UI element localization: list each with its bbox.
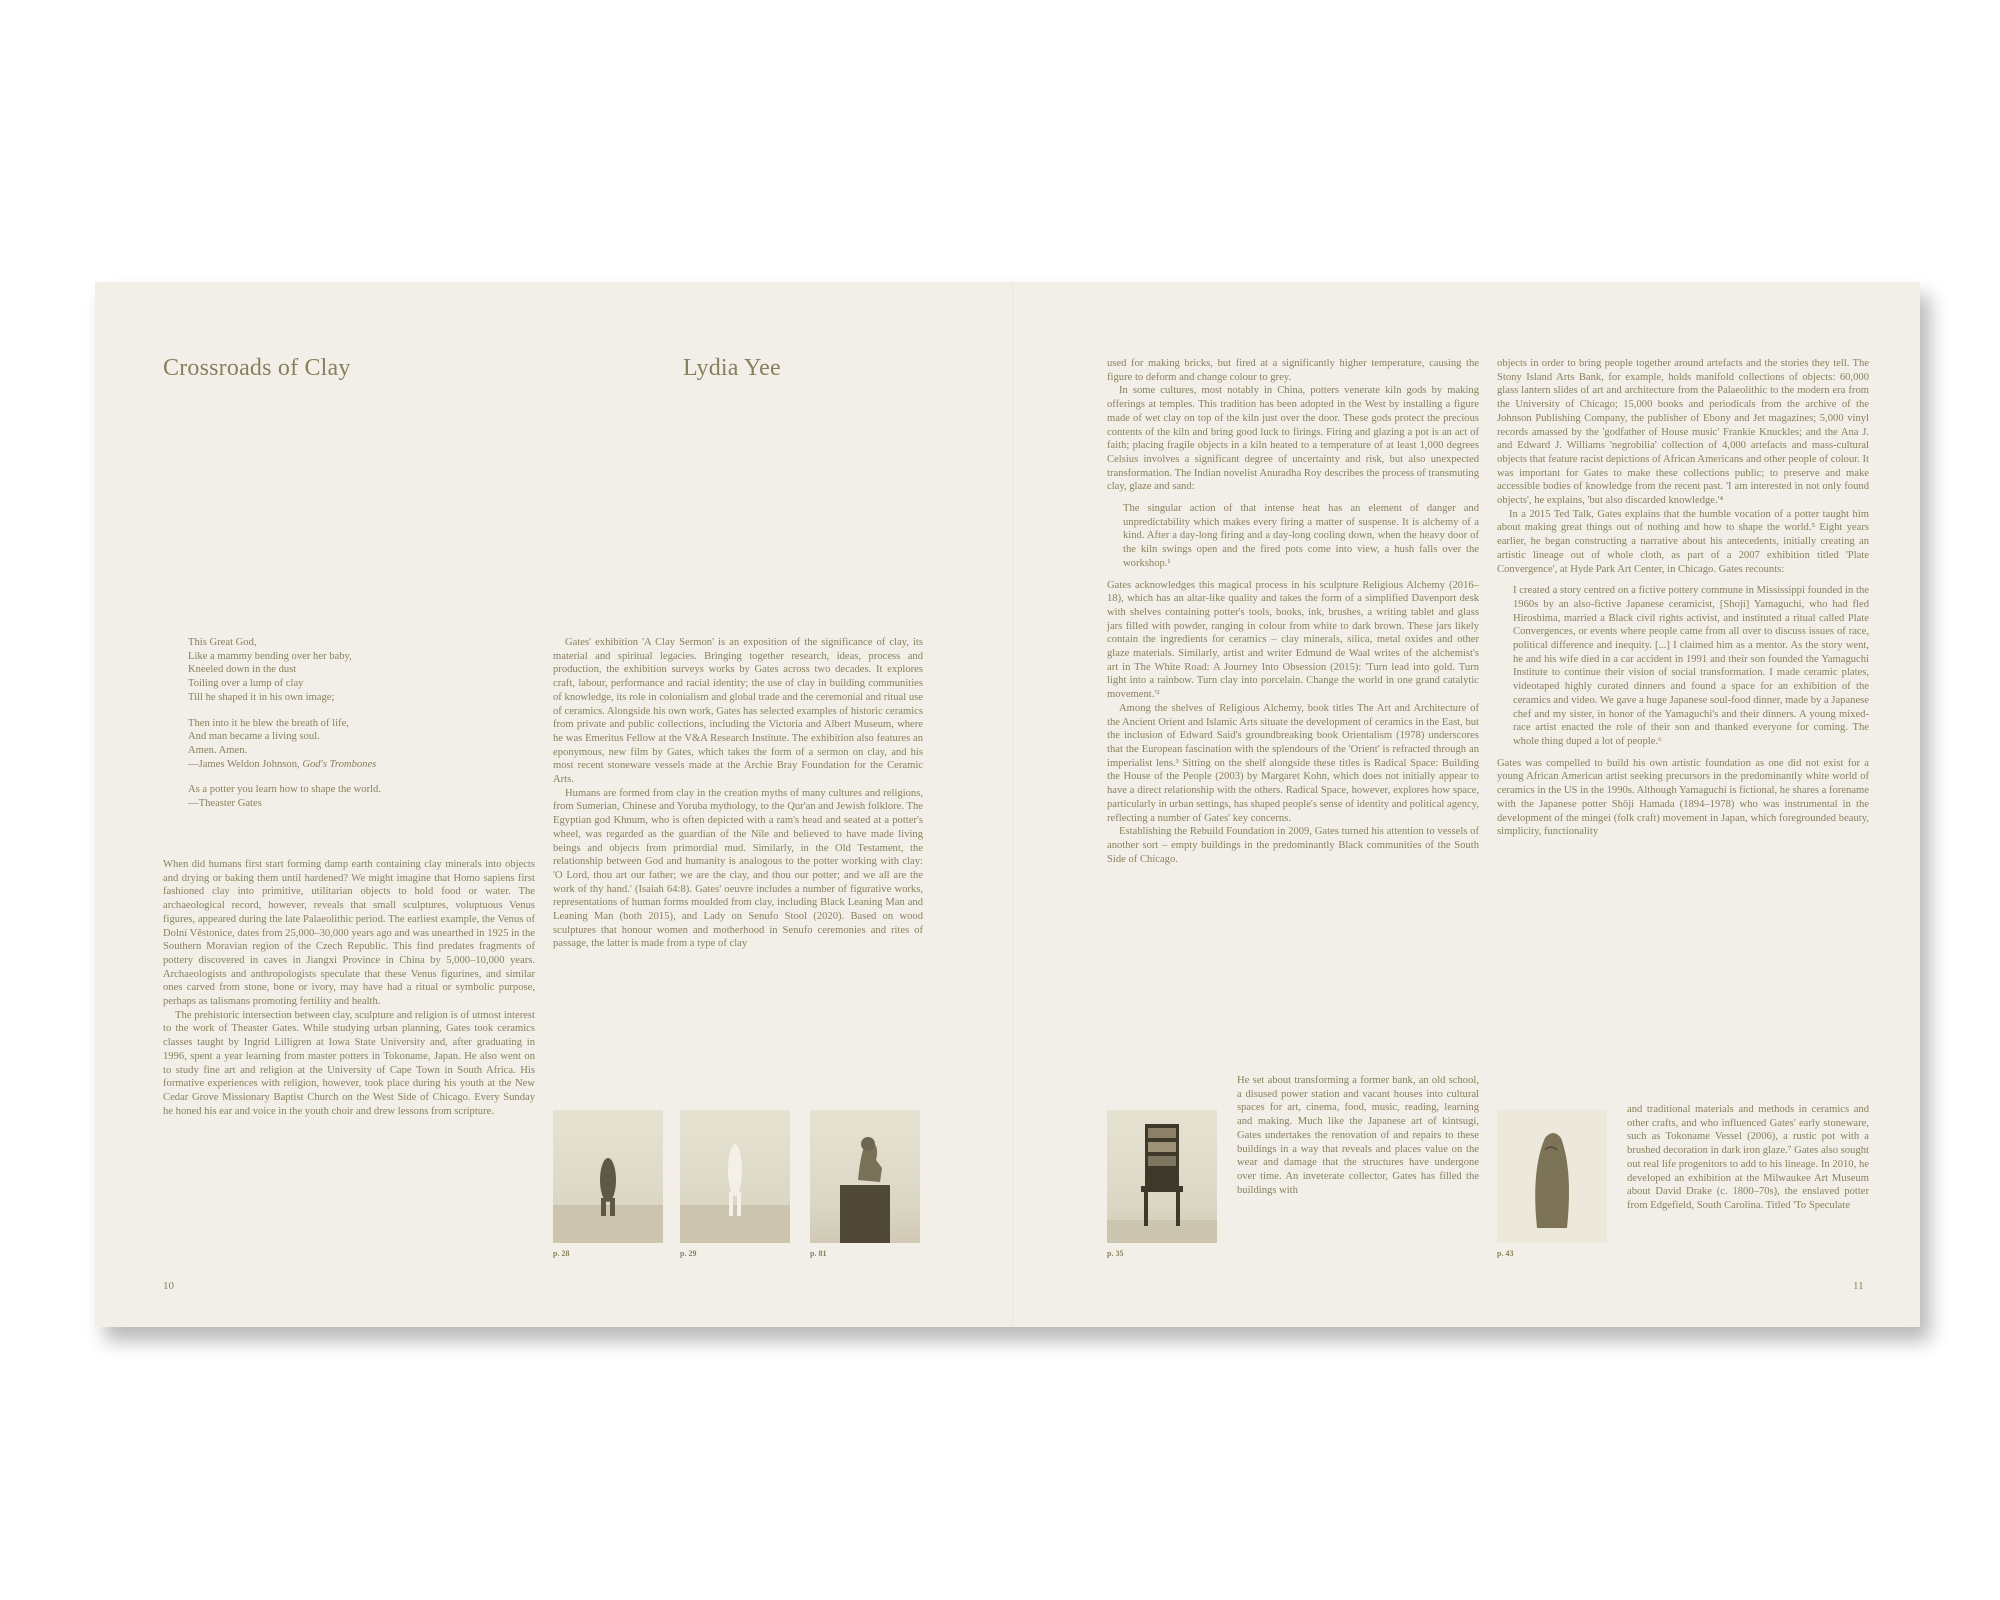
epigraph-source-author: —James Weldon Johnson, (188, 758, 303, 770)
paragraph: Humans are formed from clay in the creation myths of many cultures and religions, from Sumerian, Chinese and Yoruba mythology, to the Qur'an and Jewish folklore. The Egyptian god Khnum, who is often depicted with a ram's head and seated at a potter's wheel, was regarded as the guardian of the Nile and believed to have made living beings and objects from primordial mud. Similarly, in the Old Testament, the relationship between God and humanity is analogous to the potter working with clay: 'O Lord, thou art our father; we are the clay, and thou our potter; and we all are the work of thy hand.' (Isaiah 64:8). Gates' oeuvre includes a number of figurative works, representations of human forms moulded from clay, including Black Leaning Man and Leaning Man (both 2015), and Lady on Senufo Stool (2020). Based on wood sculptures that honour women and motherhood in Senufo ceremonies and rites of passage, the latter is made from a type of clay (553, 787, 923, 950)
essay-author: Lydia Yee (683, 355, 781, 381)
figure-caption: p. 43 (1497, 1249, 1514, 1258)
block-quote: The singular action of that intense heat has an element of danger and unpredictability which makes every firing a matter of suspense. It is alchemy of a kind. After a day-long firing and a day-long cooling down, when the heavy door of the kiln swings open and the fired pots come into view, a hush falls over the workshop.¹ (1123, 503, 1479, 569)
figure-photo-leaning-man (680, 1110, 790, 1243)
paragraph: Establishing the Rebuild Foundation in 2009, Gates turned his attention to vessels of another sort – empty buildings in the predominantly Black communities of the South Side of Chicago. (1107, 826, 1479, 865)
column-4-wrap (1627, 1103, 1869, 1213)
essay-title: Crossroads of Clay (163, 355, 351, 381)
paragraph: When did humans first start forming damp earth containing clay minerals into objects and drying or baking them until hardened? We might imagine that Homo sapiens first fashioned clay into primitive, utilitarian objects to hold food or water. The archaeological record, however, reveals that small sculptures, voluptuous Venus figures, appeared during the late Palaeolithic period. The earliest example, the Venus of Dolní Věstonice, dates from 25,000–30,000 years ago and was unearthed in 1925 in the Southern Moravian region of the Czech Republic. This find predates fragments of pottery discovered in caves in Jiangxi Province in China by 5,000–10,000 years. Archaeologists and anthropologists speculate that these Venus figurines, and similar ones carved from stone, bone or ivory, may have had a ritual or symbolic purpose, perhaps as talismans promoting fertility and health. (163, 859, 535, 1008)
column-2 (553, 636, 923, 951)
figure-caption: p. 81 (810, 1249, 827, 1258)
paragraph: Gates' exhibition 'A Clay Sermon' is an exposition of the significance of clay, its material and spiritual legacies. Bringing together research, ideas, process and production, the exhibition surveys works by Gates across two decades. It explores craft, labour, performance and racial identity; the use of clay in building communities of knowledge, its role in colonialism and global trade and the ceremonial and ritual use of ceramics. Alongside his own work, Gates has selected examples of historic ceramics from private and public collections, including the Victoria and Albert Museum, where he was Emeritus Fellow at the V&A Research Institute. The exhibition also features an eponymous, new film by Gates, which takes the form of a sermon on clay, and his most recent stoneware vessels made at the Archie Bray Foundation for the Ceramic Arts. (553, 637, 923, 786)
figure-photo-black-leaning-man (553, 1110, 663, 1243)
paragraph: In a 2015 Ted Talk, Gates explains that the humble vocation of a potter taught him about making great things out of nothing and how to shape the world.⁵ Eight years earlier, he began constructing a narrative about his antecedents, initially creating an artistic lineage out of whole cloth, as part of a 2007 exhibition titled 'Plate Convergence', at Hyde Park Art Center, in Chicago. Gates recounts: (1497, 508, 1869, 575)
paragraph: Gates acknowledges this magical process in his sculpture Religious Alchemy (2016–18), which has an altar-like quality and takes the form of a simplified Davenport desk with shelves containing potter's tools, books, ink, brushes, a writing tablet and glass jars filled with powder, ranging in colour from white to dark brown. These jars likely contain the ingredients for ceramics – clay minerals, silica, metal oxides and other glaze materials. Similarly, artist and writer Edmund de Waal writes of the alchemist's art in The White Road: A Journey Into Obsession (2015): 'Turn lead into gold. Turn light into a rainbow. Turn clay into porcelain. Change the world in one grand catalytic movement.'² (1107, 579, 1479, 701)
figure-sculpture-icon (810, 1110, 920, 1243)
block-quote: I created a story centred on a fictive pottery commune in Mississippi founded in the 1960s by an also-fictive Japanese ceramicist, [Shoji] Yamaguchi, who had fled Hiroshima, married a Black civil rights activist, and instituted a ritual called Plate Convergences, or events where people came from all over to discuss issues of race, political difference and inequity. [...] I claimed him as a mentor. As the story went, he and his wife died in a car accident in 1991 and their son founded the Yamaguchi Institute to continue their vision of social transformation. I made ceramic plates, videotaped highly curated dinners and found a space for an exhibition of the ceramics and video. We gave a huge Japanese soul-food dinner, made by a Japanese chef and my sister, in honor of the Yamaguchi's and their dinners. A young mixed-race artist enacted the role of their son and thanked everyone for coming. The whole thing duped a lot of people.⁶ (1513, 585, 1869, 747)
epigraph-line: Amen. Amen. (188, 744, 248, 756)
paragraph: The prehistoric intersection between clay, sculpture and religion is of utmost interest to the work of Theaster Gates. While studying urban planning, Gates took ceramics classes taught by Ingrid Lilligren at Iowa State University and, after graduating in 1996, spent a year learning from master potters in Tokoname, Japan. He also went on to study fine art and religion at the University of Cape Town in South Africa. His formative experiences with religion, however, took place during his youth at the New Cedar Grove Missionary Baptist Church on the West Side of Chicago. Every Sunday he honed his ear and voice in the youth choir and drew lessons from scripture. (163, 1009, 535, 1117)
paragraph: used for making bricks, but fired at a significantly higher temperature, causing the figure to deform and change colour to grey. (1107, 358, 1479, 383)
vessel-icon (1497, 1110, 1607, 1243)
epigraph-source-2: —Theaster Gates (188, 798, 262, 810)
epigraph-line: Toiling over a lump of clay (188, 678, 304, 690)
epigraph-line: Then into it he blew the breath of life, (188, 717, 349, 729)
epigraph-stanza-2 (188, 717, 528, 772)
epigraph-line: Kneeled down in the dust (188, 664, 297, 676)
epigraph-line: This Great God, (188, 637, 257, 648)
column-3 (1107, 357, 1479, 866)
figure-caption: p. 28 (553, 1249, 570, 1258)
figure-photo-religious-alchemy (1107, 1110, 1217, 1243)
column-1 (163, 858, 535, 1118)
book-gutter (1012, 282, 1014, 1327)
column-3-wrap (1237, 1074, 1479, 1197)
figure-sculpture-icon (680, 1110, 790, 1243)
epigraph-source-1 (188, 758, 528, 772)
figure-photo-tokoname-vessel (1497, 1110, 1607, 1243)
epigraph-line: As a potter you learn how to shape the world. (188, 784, 381, 796)
paragraph: and traditional materials and methods in ceramics and other crafts, and who influenced Gates' early stoneware, such as Tokoname Vessel (2006), a rustic pot with a brushed decoration in dark iron glaze.⁷ Gates also sought out real life progenitors to add to his lineage. In 2010, he developed an exhibition at the Milwaukee Art Museum about David Drake (c. 1800–70s), the enslaved potter from Edgefield, South Carolina. Titled 'To Speculate (1627, 1104, 1869, 1211)
epigraph-line: And man became a living soul. (188, 731, 320, 743)
figure-caption: p. 29 (680, 1249, 697, 1258)
epigraph-stanza-1 (188, 636, 528, 705)
paragraph: Gates was compelled to build his own artistic foundation as one did not exist for a young African American artist seeking precursors in the predominantly white world of ceramics in the US in the 1990s. Although Yamaguchi is fictional, he shares a forename with the Japanese potter Shōji Hamada (1894–1978) who was instrumental in the development of the mingei (folk craft) movement in Japan, which foregrounded beauty, simplicity, functionality (1497, 757, 1869, 838)
epigraph-stanza-3 (188, 783, 528, 810)
epigraph-source-title: God's Trombones (302, 758, 377, 770)
page-number-right: 11 (1853, 1280, 1864, 1292)
paragraph: In some cultures, most notably in China, potters venerate kiln gods by making offerings at temples. This tradition has been adopted in the West by installing a figure made of wet clay on top of the kiln just over the door. These gods protect the precious contents of the kiln and bring good luck to firings. Firing and glazing a pot is an act of faith; placing fragile objects in a kiln heated to a temperature of at least 1,000 degrees Celsius involves a significant degree of uncertainty and risk, but also unexpected transformation. The Indian novelist Anuradha Roy describes the process of transmuting clay, glaze and sand: (1107, 385, 1479, 493)
epigraph-line: Like a mammy bending over her baby, (188, 650, 352, 662)
paragraph: Among the shelves of Religious Alchemy, book titles The Art and Architecture of the Ancient Orient and Islamic Arts situate the development of ceramics in the East, but the inclusion of Edward Said's groundbreaking book Orientalism (1978) underscores that the European fascination with the splendours of the 'Orient' is refracted through an imperialist lens.³ Sitting on the shelf alongside these titles is Radical Space: Building the House of the People (2003) by Margaret Kohn, which does not initially appear to have a direct relationship with the others. Radical Space, however, explores how space, particularly in urban settings, has shaped people's sense of identity and political agency, reflecting a number of Gates' key concerns. (1107, 702, 1479, 824)
epigraph (188, 636, 528, 823)
epigraph-line: Till he shaped it in his own image; (188, 691, 335, 703)
column-4 (1497, 357, 1869, 839)
desk-sculpture-icon (1107, 1110, 1217, 1243)
figure-caption: p. 35 (1107, 1249, 1124, 1258)
paragraph: He set about transforming a former bank, an old school, a disused power station and vacant houses into cultural spaces for art, cinema, food, music, reading, learning and making. Much like the Japanese art of kintsugi, Gates undertakes the renovation of and repairs to these buildings in a way that reveals and places value on the wear and damage that the structures have undergone over time. An inveterate collector, Gates has filled the buildings with (1237, 1075, 1479, 1196)
figure-sculpture-icon (553, 1110, 663, 1243)
figure-photo-lady-on-senufo-stool (810, 1110, 920, 1243)
paragraph: objects in order to bring people together around artefacts and the stories they tell. The Stony Island Arts Bank, for example, holds manifold collections of objects: 60,000 glass lantern slides of art and architecture from the Palaeolithic to the modern era from the University of Chicago; 15,000 books and periodicals from the archive of the Johnson Publishing Company, the publisher of Ebony and Jet magazines; 5,000 vinyl records amassed by the 'godfather of House music' Frankie Knuckles; and the Ana J. and Edward J. Williams 'negrobilia' collection of 4,000 artefacts and mass-cultural objects that feature racist depictions of African Americans and other people of colour. It was important for Gates to make these collections public; to preserve and make accessible bodies of knowledge from the recent past. 'I am interested in not only found objects', he explains, 'but also discarded knowledge.'⁴ (1497, 358, 1869, 507)
page-number-left: 10 (163, 1280, 174, 1292)
